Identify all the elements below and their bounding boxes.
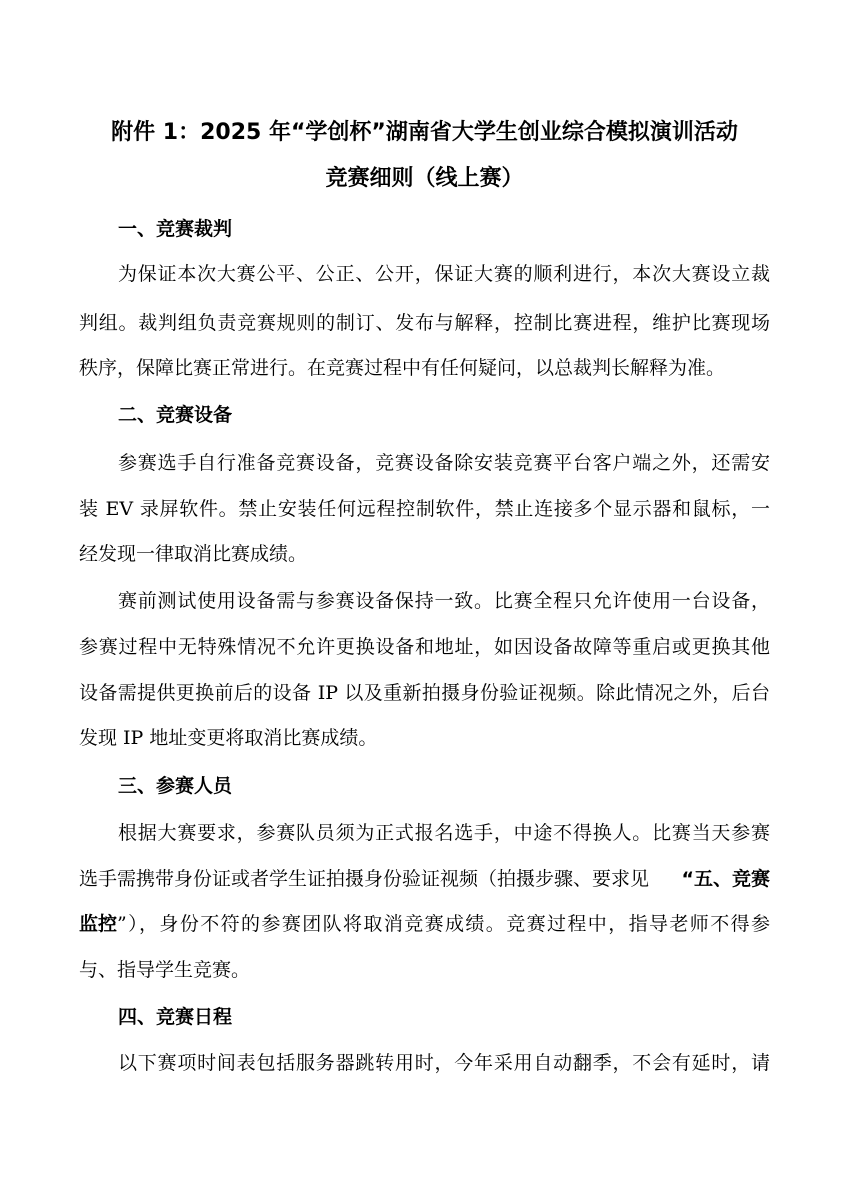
paragraph-line: 判组。裁判组负责竞赛规则的制订、发布与解释，控制比赛进程，维护比赛现场: [79, 312, 770, 334]
section-heading-schedule: 四、竞赛日程: [118, 1006, 233, 1028]
paragraph-line: 参赛选手自行准备竞赛设备，竞赛设备除安装竞赛平台客户端之外，还需安: [118, 452, 770, 474]
paragraph-text: 选手需携带身份证或者学生证拍摄身份验证视频（拍摄步骤、要求见: [79, 868, 650, 890]
paragraph-line: 秩序，保障比赛正常进行。在竞赛过程中有任何疑问，以总裁判长解释为准。: [79, 357, 726, 379]
paragraph-line: 赛前测试使用设备需与参赛设备保持一致。比赛全程只允许使用一台设备，: [118, 590, 770, 612]
section-heading-participants: 三、参赛人员: [118, 775, 233, 797]
paragraph-line: 为保证本次大赛公平、公正、公开，保证大赛的顺利进行，本次大赛设立裁: [118, 263, 770, 285]
paragraph-line: 设备需提供更换前后的设备 IP 以及重新拍摄身份验证视频。除此情况之外，后台: [79, 682, 770, 704]
section-heading-equipment: 二、竞赛设备: [118, 404, 233, 426]
emphasis-text: “五、竞赛: [681, 868, 770, 890]
paragraph-line: 装 EV 录屏软件。禁止安装任何远程控制软件，禁止连接多个显示器和鼠标，一: [79, 498, 770, 520]
paragraph-line: 参赛过程中无特殊情况不允许更换设备和地址，如因设备故障等重启或更换其他: [79, 636, 770, 658]
paragraph-line: [79, 866, 770, 892]
paragraph-line: 发现 IP 地址变更将取消比赛成绩。: [79, 727, 378, 749]
emphasis-text: 监控: [79, 913, 118, 935]
paragraph-line: 与、指导学生竞赛。: [79, 959, 251, 981]
section-heading-judges: 一、竞赛裁判: [118, 218, 233, 240]
document-title-line-1: 附件 1：2025 年“学创杯”湖南省大学生创业综合模拟演训活动: [111, 120, 738, 145]
paragraph-line: 以下赛项时间表包括服务器跳转用时，今年采用自动翻季，不会有延时，请: [118, 1052, 770, 1074]
paragraph-line: 经发现一律取消比赛成绩。: [79, 543, 308, 565]
paragraph-text: ”），身份不符的参赛团队将取消竞赛成绩。竞赛过程中，指导老师不得参: [117, 913, 770, 935]
paragraph-line: [79, 911, 770, 937]
document-title-line-2: 竞赛细则（线上赛）: [325, 166, 524, 191]
paragraph-line: 根据大赛要求，参赛队员须为正式报名选手，中途不得换人。比赛当天参赛: [118, 822, 770, 844]
